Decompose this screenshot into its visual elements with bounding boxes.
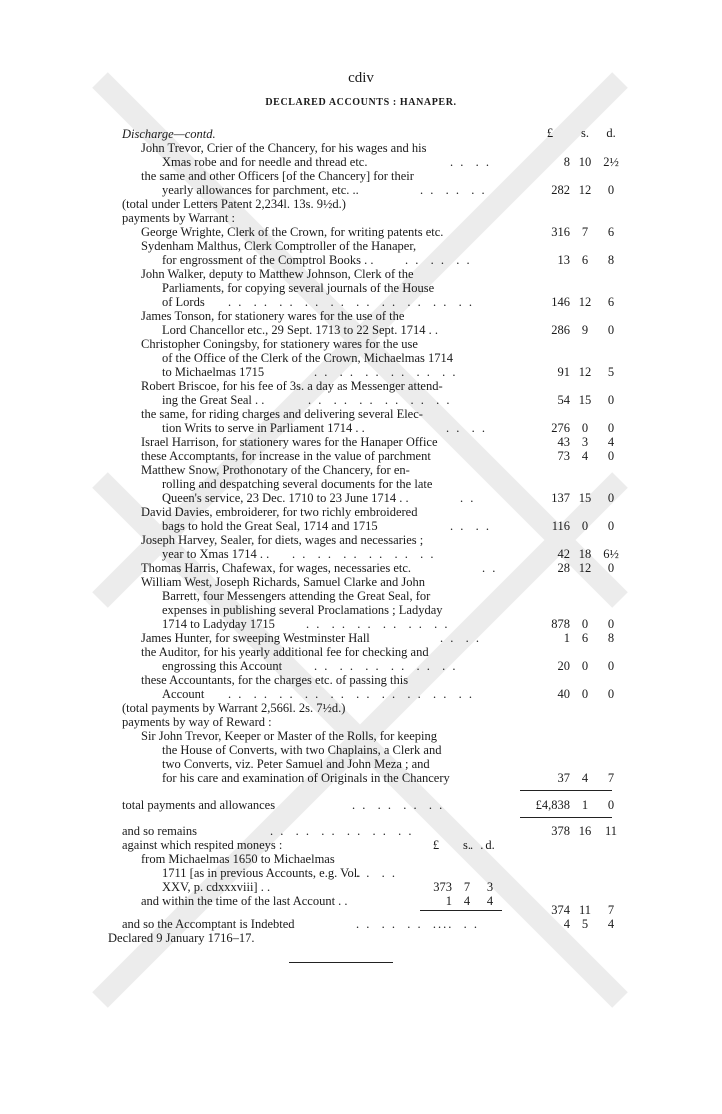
amount-pounds: 42 (557, 547, 570, 561)
amount-pounds: 54 (557, 393, 570, 407)
text-line: and so the Accomptant is Indebted (122, 917, 295, 931)
amount-shillings: 7 (463, 880, 471, 894)
amount-pence: 0 (607, 449, 615, 463)
amount-shillings: 6 (581, 253, 589, 267)
text-line: to Michaelmas 1715 (162, 365, 265, 379)
amount-shillings: 12 (578, 561, 592, 575)
amount-pence: 8 (607, 253, 615, 267)
amount-pence: 0 (607, 659, 615, 673)
text-line: two Converts, viz. Peter Samuel and John Meza ; and (162, 757, 430, 771)
amount-shillings: 7 (581, 225, 589, 239)
inner-rule (420, 910, 502, 911)
amount-shillings: 1 (581, 798, 589, 812)
leader-dots: . . . . . . (405, 253, 472, 267)
amount-pounds: £4,838 (535, 798, 570, 812)
text-line: and within the time of the last Account . . (141, 894, 348, 908)
text-line: payments by Warrant : (122, 211, 235, 225)
amount-pence: 4 (607, 917, 615, 931)
text-line: the same, for riding charges and delivering several Elec- (141, 407, 423, 421)
amount-pounds: 373 (433, 880, 452, 894)
amount-pounds: 40 (557, 687, 570, 701)
text-line: rolling and despatching several documents for the late (162, 477, 433, 491)
amount-pence: 0 (607, 798, 615, 812)
leader-dots: . . . . . . . . . . . . (292, 547, 436, 561)
text-line: John Trevor, Crier of the Chancery, for his wages and his (141, 141, 427, 155)
text-line: Sir John Trevor, Keeper or Master of the Rolls, for keeping (141, 729, 437, 743)
amount-pounds: 1 (563, 631, 570, 645)
amount-shillings: 3 (581, 435, 589, 449)
running-head: DECLARED ACCOUNTS : HANAPER. (265, 97, 457, 108)
leader-dots: . . . . . . . . . . . . (270, 824, 414, 838)
leader-dots: . . . . . . . . (356, 917, 449, 931)
text-line: Xmas robe and for needle and thread etc. (162, 155, 368, 169)
leader-dots: . . . . . . . . . . . . (306, 617, 450, 631)
amount-pence: 0 (607, 393, 615, 407)
amount-shillings: 0 (581, 421, 589, 435)
text-line: Lord Chancellor etc., 29 Sept. 1713 to 22 Sept. 1714 . . (162, 323, 439, 337)
amount-pence: 0 (607, 617, 615, 631)
text-line: for engrossment of the Comptrol Books . . (162, 253, 374, 267)
amount-pence: 6 (607, 225, 615, 239)
amount-pounds: 37 (557, 771, 570, 785)
amount-pence: 0 (607, 421, 615, 435)
amount-pounds: 28 (557, 561, 570, 575)
amount-pounds: 286 (551, 323, 570, 337)
leader-dots: . . . . (446, 421, 487, 435)
text-line: Queen's service, 23 Dec. 1710 to 23 June 1714 . . (162, 491, 409, 505)
text-line: Sydenham Malthus, Clerk Comptroller of the Hanaper, (141, 239, 417, 253)
amount-pounds: 282 (551, 183, 570, 197)
amount-shillings: 10 (578, 155, 592, 169)
text-line: George Wrighte, Clerk of the Crown, for writing patents etc. (141, 225, 444, 239)
leader-dots: . . . . . . (420, 183, 487, 197)
text-line: Christopher Coningsby, for stationery wares for the use (141, 337, 418, 351)
text-line: these Accomptants, for increase in the value of parchment (141, 449, 431, 463)
leader-dots: . . . . (450, 519, 491, 533)
text-line: Declared 9 January 1716–17. (108, 931, 255, 945)
text-line: tion Writs to serve in Parliament 1714 . . (162, 421, 365, 435)
text-line: Thomas Harris, Chafewax, for wages, necessaries etc. (141, 561, 412, 575)
amount-pence: 8 (607, 631, 615, 645)
amount-shillings: 4 (463, 894, 471, 908)
amount-shillings: 5 (581, 917, 589, 931)
text-line: XXV, p. cdxxxviii] . . (162, 880, 271, 894)
amount-pounds: 1 (445, 894, 452, 908)
amount-pence: 7 (607, 903, 615, 917)
amount-shillings: 11 (578, 903, 592, 917)
amount-pounds: 73 (557, 449, 570, 463)
amount-shillings: 0 (581, 687, 589, 701)
amount-pence: 0 (607, 687, 615, 701)
amount-pence: 0 (607, 323, 615, 337)
amount-shillings: 0 (581, 659, 589, 673)
amount-pounds: 91 (557, 365, 570, 379)
amount-shillings: 15 (578, 393, 592, 407)
inner-col-header-shillings: s. (463, 838, 471, 852)
text-line: against which respited moneys : (122, 838, 283, 852)
text-line: (total under Letters Patent 2,234l. 13s. 9½d.) (122, 197, 346, 211)
amount-pence: 6 (607, 295, 615, 309)
text-line: for his care and examination of Originals in the Chancery (162, 771, 450, 785)
text-line: total payments and allowances (122, 798, 276, 812)
text-line: expenses in publishing several Proclamations ; Ladyday (162, 603, 443, 617)
text-line: 1711 [as in previous Accounts, e.g. Vol. (162, 866, 361, 880)
leader-dots: . . . . . . . . . . . . (314, 659, 458, 673)
text-line: of the Office of the Clerk of the Crown, Michaelmas 1714 (162, 351, 454, 365)
amount-pence: 0 (607, 561, 615, 575)
leader-dots: . . . . (440, 631, 481, 645)
leader-dots: . . (470, 838, 486, 852)
text-line: the Auditor, for his yearly additional fee for checking and (141, 645, 429, 659)
text-line: 1714 to Ladyday 1715 (162, 617, 275, 631)
text-line: year to Xmas 1714 . . (162, 547, 270, 561)
leader-dots: . . . . (450, 155, 491, 169)
inner-col-header-pence: d. (485, 838, 495, 852)
text-line: Account (162, 687, 205, 701)
text-line: Matthew Snow, Prothonotary of the Chancery, for en- (141, 463, 410, 477)
amount-pounds: 13 (557, 253, 570, 267)
amount-pence: 11 (604, 824, 618, 838)
amount-pounds: 116 (551, 519, 570, 533)
amount-pounds: 146 (551, 295, 570, 309)
closing-rule (289, 962, 393, 963)
amount-pence: 0 (607, 519, 615, 533)
text-line: John Walker, deputy to Matthew Johnson, Clerk of the (141, 267, 414, 281)
amount-pence: 6½ (603, 547, 619, 561)
text-line: William West, Joseph Richards, Samuel Clarke and John (141, 575, 425, 589)
amount-pence: 2½ (603, 155, 619, 169)
text-line: Israel Harrison, for stationery wares for the Hanaper Office (141, 435, 438, 449)
amount-pence: 7 (607, 771, 615, 785)
text-line: (total payments by Warrant 2,566l. 2s. 7½d.) (122, 701, 346, 715)
total-rule (520, 790, 612, 791)
amount-shillings: 12 (578, 183, 592, 197)
text-line: James Hunter, for sweeping Westminster Hall (141, 631, 370, 645)
text-line: and so remains (122, 824, 197, 838)
amount-shillings: 4 (581, 771, 589, 785)
amount-shillings: 0 (581, 617, 589, 631)
leader-dots: . . (482, 561, 498, 575)
amount-shillings: 12 (578, 295, 592, 309)
amount-pence: 0 (607, 183, 615, 197)
text-line: of Lords (162, 295, 205, 309)
amount-pence: 0 (607, 491, 615, 505)
amount-shillings: 18 (578, 547, 592, 561)
amount-pounds: 316 (551, 225, 570, 239)
text-line: the same and other Officers [of the Chancery] for their (141, 169, 414, 183)
amount-pounds: 20 (557, 659, 570, 673)
inner-col-header-pounds: £ (432, 838, 440, 852)
leader-dots: . . . . (438, 917, 479, 931)
leader-dots: . . . . . . . . . . . . (314, 365, 458, 379)
text-line: Robert Briscoe, for his fee of 3s. a day as Messenger attend- (141, 379, 443, 393)
amount-pounds: 137 (551, 491, 570, 505)
col-header-pounds: £ (546, 126, 554, 140)
page-number: cdiv (348, 70, 374, 86)
amount-pounds: 378 (551, 824, 570, 838)
amount-pence: 4 (486, 894, 494, 908)
text-line: James Tonson, for stationery wares for the use of the (141, 309, 405, 323)
leader-dots: . . . . . . . . . . . . (308, 393, 452, 407)
text-line: David Davies, embroiderer, for two richly embroidered (141, 505, 418, 519)
leader-dots: . . . . . . . . . . . . . . . . . . . . (228, 295, 474, 309)
amount-shillings: 0 (581, 519, 589, 533)
leader-dots: . . . . . . . . . . . . . . . . . . . . (228, 687, 474, 701)
text-line: Parliaments, for copying several journals of the House (162, 281, 435, 295)
text-line: Barrett, four Messengers attending the Great Seal, for (162, 589, 431, 603)
text-line: payments by way of Reward : (122, 715, 272, 729)
amount-pounds: 374 (551, 903, 570, 917)
amount-pence: 4 (607, 435, 615, 449)
text-line: from Michaelmas 1650 to Michaelmas (141, 852, 335, 866)
amount-pounds: 276 (551, 421, 570, 435)
amount-pence: 5 (607, 365, 615, 379)
leader-dots: . . (460, 491, 476, 505)
amount-shillings: 15 (578, 491, 592, 505)
text-line: these Accountants, for the charges etc. of passing this (141, 673, 409, 687)
total-rule (520, 817, 612, 818)
col-header-shillings: s. (581, 126, 589, 140)
text-line: bags to hold the Great Seal, 1714 and 1715 (162, 519, 378, 533)
text-line: the House of Converts, with two Chaplains, a Clerk and (162, 743, 442, 757)
section-heading: Discharge—contd. (122, 127, 216, 141)
amount-pence: 3 (486, 880, 494, 894)
amount-shillings: 16 (578, 824, 592, 838)
amount-shillings: 12 (578, 365, 592, 379)
amount-pounds: 43 (557, 435, 570, 449)
amount-pounds: 878 (551, 617, 570, 631)
amount-pounds: 4 (563, 917, 570, 931)
amount-pounds: 8 (563, 155, 570, 169)
text-line: yearly allowances for parchment, etc. .. (162, 183, 359, 197)
amount-shillings: 4 (581, 449, 589, 463)
text-line: ing the Great Seal . . (162, 393, 265, 407)
leader-dots: . . . . (356, 866, 397, 880)
amount-shillings: 6 (581, 631, 589, 645)
col-header-pence: d. (606, 126, 616, 140)
text-line: Joseph Harvey, Sealer, for diets, wages and necessaries ; (141, 533, 424, 547)
leader-dots: . . . . . . . . (352, 798, 445, 812)
text-line: engrossing this Account (162, 659, 283, 673)
amount-shillings: 9 (581, 323, 589, 337)
